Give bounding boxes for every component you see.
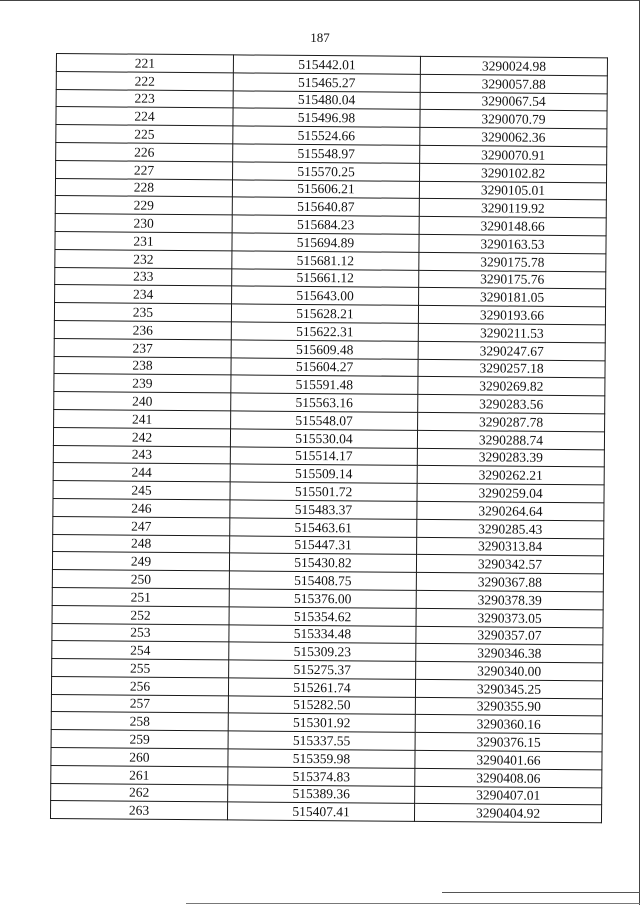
table-row	[50, 801, 601, 823]
x-coordinate-cell: 515563.16	[231, 393, 418, 412]
point-number-cell: 262	[51, 783, 228, 802]
y-coordinate-cell: 3290407.01	[415, 786, 602, 805]
y-coordinate-cell: 3290119.92	[419, 199, 606, 218]
y-coordinate-cell: 3290346.38	[416, 644, 603, 663]
point-number-cell: 224	[56, 107, 233, 126]
y-coordinate-cell: 3290287.78	[418, 412, 605, 431]
page-number: 187	[310, 30, 330, 45]
x-coordinate-cell: 515622.31	[231, 322, 418, 341]
point-number-cell: 253	[52, 623, 229, 642]
x-coordinate-cell: 515465.27	[233, 73, 420, 92]
x-coordinate-cell: 515681.12	[232, 251, 419, 270]
x-coordinate-cell: 515480.04	[233, 90, 420, 109]
x-coordinate-cell: 515407.41	[227, 802, 414, 821]
point-number-cell: 254	[52, 641, 229, 660]
point-number-cell: 237	[54, 338, 231, 357]
y-coordinate-cell: 3290070.91	[420, 145, 607, 164]
x-coordinate-cell: 515496.98	[233, 108, 420, 127]
y-coordinate-cell: 3290257.18	[418, 359, 605, 378]
point-number-cell: 250	[52, 570, 229, 589]
x-coordinate-cell: 515530.04	[230, 429, 417, 448]
point-number-cell: 231	[55, 231, 232, 250]
point-number-cell: 251	[52, 587, 229, 606]
point-number-cell: 260	[51, 748, 228, 767]
y-coordinate-cell: 3290285.43	[417, 519, 604, 538]
point-number-cell: 232	[55, 249, 232, 268]
x-coordinate-cell: 515628.21	[231, 304, 418, 323]
point-number-cell: 259	[51, 730, 228, 749]
x-coordinate-cell: 515591.48	[231, 375, 418, 394]
point-number-cell: 261	[51, 765, 228, 784]
point-number-cell: 246	[53, 498, 230, 517]
x-coordinate-cell: 515334.48	[229, 624, 416, 643]
point-number-cell: 223	[56, 89, 233, 108]
page-frame-top	[0, 0, 639, 1]
x-coordinate-cell: 515606.21	[232, 179, 419, 198]
point-number-cell: 236	[54, 320, 231, 339]
x-coordinate-cell: 515501.72	[230, 482, 417, 501]
x-coordinate-cell: 515643.00	[232, 286, 419, 305]
x-coordinate-cell: 515548.97	[233, 144, 420, 163]
point-number-cell: 229	[55, 196, 232, 215]
x-coordinate-cell: 515374.83	[228, 767, 415, 786]
x-coordinate-cell: 515509.14	[230, 464, 417, 483]
y-coordinate-cell: 3290057.88	[420, 74, 607, 93]
point-number-cell: 245	[53, 481, 230, 500]
y-coordinate-cell: 3290357.07	[416, 626, 603, 645]
point-number-cell: 226	[56, 142, 233, 161]
x-coordinate-cell: 515359.98	[228, 749, 415, 768]
y-coordinate-cell: 3290376.15	[415, 733, 602, 752]
coordinate-table-body	[50, 54, 607, 824]
y-coordinate-cell: 3290342.57	[416, 555, 603, 574]
y-coordinate-cell: 3290262.21	[417, 466, 604, 485]
y-coordinate-cell: 3290340.00	[416, 661, 603, 680]
point-number-cell: 243	[53, 445, 230, 464]
point-number-cell: 257	[51, 694, 228, 713]
point-number-cell: 255	[52, 659, 229, 678]
coordinate-table	[50, 53, 608, 824]
y-coordinate-cell: 3290373.05	[416, 608, 603, 627]
y-coordinate-cell: 3290163.53	[419, 234, 606, 253]
point-number-cell: 230	[55, 214, 232, 233]
y-coordinate-cell: 3290269.82	[418, 377, 605, 396]
x-coordinate-cell: 515442.01	[233, 55, 420, 74]
y-coordinate-cell: 3290247.67	[418, 341, 605, 360]
point-number-cell: 234	[55, 285, 232, 304]
y-coordinate-cell: 3290175.76	[419, 270, 606, 289]
y-coordinate-cell: 3290264.64	[417, 501, 604, 520]
y-coordinate-cell: 3290175.78	[419, 252, 606, 271]
x-coordinate-cell: 515408.75	[229, 571, 416, 590]
y-coordinate-cell: 3290288.74	[417, 430, 604, 449]
y-coordinate-cell: 3290148.66	[419, 217, 606, 236]
x-coordinate-cell: 515694.89	[232, 233, 419, 252]
point-number-cell: 252	[52, 605, 229, 624]
y-coordinate-cell: 3290067.54	[420, 92, 607, 111]
point-number-cell: 248	[53, 534, 230, 553]
x-coordinate-cell: 515261.74	[228, 678, 415, 697]
point-number-cell: 225	[56, 125, 233, 144]
y-coordinate-cell: 3290313.84	[417, 537, 604, 556]
point-number-cell: 233	[55, 267, 232, 286]
x-coordinate-cell: 515483.37	[230, 500, 417, 519]
point-number-cell: 228	[55, 178, 232, 197]
point-number-cell: 242	[53, 427, 230, 446]
point-number-cell: 244	[53, 463, 230, 482]
y-coordinate-cell: 3290408.06	[415, 768, 602, 787]
point-number-cell: 221	[56, 54, 233, 73]
y-coordinate-cell: 3290181.05	[419, 288, 606, 307]
point-number-cell: 239	[54, 374, 231, 393]
y-coordinate-cell: 3290283.56	[418, 394, 605, 413]
point-number-cell: 235	[54, 303, 231, 322]
point-number-cell: 256	[51, 676, 228, 695]
y-coordinate-cell: 3290024.98	[420, 56, 607, 75]
x-coordinate-cell: 515661.12	[232, 268, 419, 287]
y-coordinate-cell: 3290367.88	[416, 572, 603, 591]
x-coordinate-cell: 515301.92	[228, 713, 415, 732]
point-number-cell: 238	[54, 356, 231, 375]
point-number-cell: 247	[53, 516, 230, 535]
x-coordinate-cell: 515309.23	[229, 642, 416, 661]
x-coordinate-cell: 515430.82	[229, 553, 416, 572]
y-coordinate-cell: 3290105.01	[419, 181, 606, 200]
point-number-cell: 249	[52, 552, 229, 571]
y-coordinate-cell: 3290355.90	[415, 697, 602, 716]
bottom-edge-rule	[186, 903, 640, 904]
point-number-cell: 222	[56, 71, 233, 90]
y-coordinate-cell: 3290211.53	[418, 323, 605, 342]
x-coordinate-cell: 515609.48	[231, 340, 418, 359]
y-coordinate-cell: 3290193.66	[418, 306, 605, 325]
x-coordinate-cell: 515514.17	[230, 446, 417, 465]
y-coordinate-cell: 3290401.66	[415, 750, 602, 769]
x-coordinate-cell: 515684.23	[232, 215, 419, 234]
x-coordinate-cell: 515354.62	[229, 607, 416, 626]
y-coordinate-cell: 3290283.39	[417, 448, 604, 467]
y-coordinate-cell: 3290345.25	[415, 679, 602, 698]
x-coordinate-cell: 515275.37	[229, 660, 416, 679]
coordinate-table-container	[50, 53, 604, 824]
point-number-cell: 258	[51, 712, 228, 731]
point-number-cell: 227	[56, 160, 233, 179]
x-coordinate-cell: 515640.87	[232, 197, 419, 216]
x-coordinate-cell: 515570.25	[233, 162, 420, 181]
y-coordinate-cell: 3290360.16	[415, 715, 602, 734]
point-number-cell: 263	[50, 801, 227, 820]
x-coordinate-cell: 515389.36	[228, 785, 415, 804]
point-number-cell: 241	[54, 409, 231, 428]
bottom-rule	[442, 892, 640, 893]
x-coordinate-cell: 515604.27	[231, 357, 418, 376]
y-coordinate-cell: 3290102.82	[420, 163, 607, 182]
y-coordinate-cell: 3290404.92	[414, 804, 601, 823]
x-coordinate-cell: 515524.66	[233, 126, 420, 145]
x-coordinate-cell: 515337.55	[228, 731, 415, 750]
x-coordinate-cell: 515376.00	[229, 589, 416, 608]
x-coordinate-cell: 515463.61	[230, 518, 417, 537]
point-number-cell: 240	[54, 392, 231, 411]
y-coordinate-cell: 3290259.04	[417, 483, 604, 502]
y-coordinate-cell: 3290378.39	[416, 590, 603, 609]
y-coordinate-cell: 3290062.36	[420, 128, 607, 147]
x-coordinate-cell: 515447.31	[230, 535, 417, 554]
y-coordinate-cell: 3290070.79	[420, 110, 607, 129]
x-coordinate-cell: 515548.07	[231, 411, 418, 430]
x-coordinate-cell: 515282.50	[228, 696, 415, 715]
